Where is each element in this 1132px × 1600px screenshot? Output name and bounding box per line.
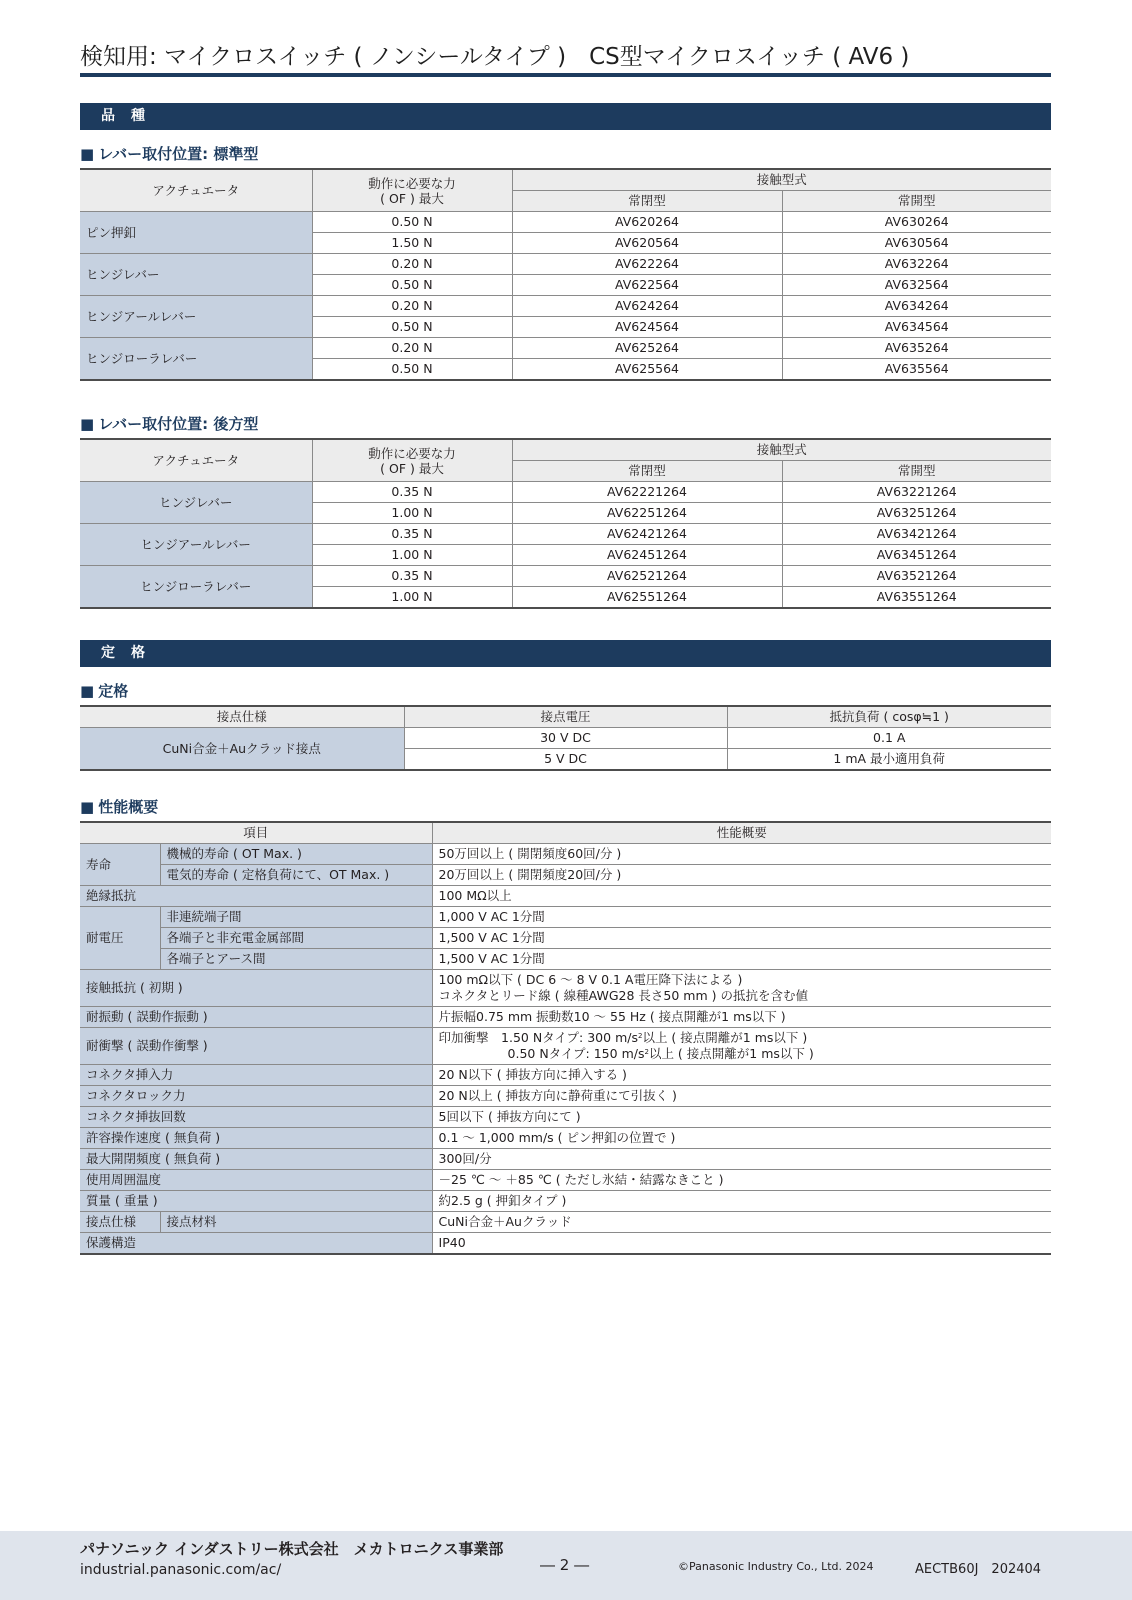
value-elec-life: 20万回以上 ( 開閉頻度20回/分 ) [432, 865, 1051, 886]
header-actuator: アクチュエータ [80, 439, 312, 482]
force-cell: 0.20 N [312, 338, 512, 359]
value-shock-line2 [439, 1046, 814, 1061]
row-label-max-freq: 最大開閉頻度 ( 無負荷 ) [80, 1149, 432, 1170]
subhead-standard [80, 144, 258, 164]
nc-part-cell: AV62551264 [512, 587, 782, 609]
nc-part-cell: AV62521264 [512, 566, 782, 587]
square-bullet-icon: ■ [80, 415, 95, 433]
value-ws1: 1,000 V AC 1分間 [432, 907, 1051, 928]
value-vibration: 片振幅0.75 mm 振動数10 ～ 55 Hz ( 接点開離が1 ms以下 ) [432, 1007, 1051, 1028]
no-part-cell: AV630564 [782, 233, 1051, 254]
nc-part-cell: AV62451264 [512, 545, 782, 566]
row-label-mass: 質量 ( 重量 ) [80, 1191, 432, 1212]
row-label-mech-life: 機械的寿命 ( OT Max. ) [160, 844, 432, 865]
subhead-performance-label: 性能概要 [98, 798, 159, 816]
force-cell: 1.00 N [312, 545, 512, 566]
actuator-cell: ヒンジローラレバー [80, 566, 312, 609]
shock-line2-pre: 0.50 Nタイプ: 150 m/s [507, 1046, 645, 1061]
row-label-temperature: 使用周囲温度 [80, 1170, 432, 1191]
shock-line1-pre: 印加衝撃 1.50 Nタイプ: 300 m/s [438, 1030, 638, 1045]
subhead-rear-label: レバー取付位置: 後方型 [98, 415, 259, 433]
header-force-line1: 動作に必要な力 [368, 445, 456, 461]
no-part-cell: AV630264 [782, 212, 1051, 233]
row-label-shock: 耐衝撃 ( 誤動作衝撃 ) [80, 1028, 432, 1065]
value-mass: 約2.5 g ( 押釦タイプ ) [432, 1191, 1051, 1212]
row-label-elec-life: 電気的寿命 ( 定格負荷にて、OT Max. ) [160, 865, 432, 886]
value-contact-resistance-line1: 100 mΩ以下 ( DC 6 ～ 8 V 0.1 A電圧降下法による ) [438, 972, 743, 987]
document-code: AECTB60J 202404 [915, 1562, 1042, 1577]
force-cell: 0.50 N [312, 359, 512, 381]
header-performance: 性能概要 [432, 822, 1051, 844]
header-contact-form: 接触型式 [512, 439, 1051, 461]
subhead-performance [80, 797, 158, 817]
force-cell: 0.35 N [312, 482, 512, 503]
voltage-cell: 5 V DC [404, 749, 727, 771]
nc-part-cell: AV62251264 [512, 503, 782, 524]
no-part-cell: AV632264 [782, 254, 1051, 275]
row-label-ws2: 各端子と非充電金属部間 [160, 928, 432, 949]
square-bullet-icon: ■ [80, 798, 95, 816]
square-bullet-icon: ■ [80, 682, 95, 700]
subhead-rear [80, 414, 258, 434]
value-op-speed: 0.1 ～ 1,000 mm/s ( ピン押釦の位置で ) [432, 1128, 1051, 1149]
subhead-rating-label: 定格 [98, 682, 129, 700]
performance-table [80, 821, 1051, 1255]
rear-type-table [80, 438, 1051, 609]
force-cell: 0.35 N [312, 566, 512, 587]
rating-table [80, 705, 1051, 771]
header-nc: 常閉型 [512, 461, 782, 482]
force-cell: 1.00 N [312, 503, 512, 524]
value-contact-resistance-line2: コネクタとリード線 ( 線種AWG28 長さ50 mm ) の抵抗を含む値 [438, 988, 808, 1003]
header-no: 常開型 [782, 191, 1051, 212]
section-bar-hinshu: 品 種 [80, 103, 1051, 130]
row-label-withstand: 耐電圧 [80, 907, 160, 970]
header-force [312, 169, 512, 212]
header-resistive-load: 抵抗負荷 ( cosφ≒1 ) [727, 706, 1051, 728]
value-lock-force: 20 N以上 ( 挿抜方向に静荷重にて引抜く ) [432, 1086, 1051, 1107]
header-no: 常開型 [782, 461, 1051, 482]
force-cell: 0.35 N [312, 524, 512, 545]
footer-company: パナソニック インダストリー株式会社 メカトロニクス事業部 [80, 1540, 504, 1558]
header-contact-form: 接触型式 [512, 169, 1051, 191]
no-part-cell: AV634564 [782, 317, 1051, 338]
value-insert-force: 20 N以下 ( 挿抜方向に挿入する ) [432, 1065, 1051, 1086]
shock-line2-post: 以上 ( 接点開離が1 ms以下 ) [648, 1046, 814, 1061]
nc-part-cell: AV625564 [512, 359, 782, 381]
no-part-cell: AV63421264 [782, 524, 1051, 545]
force-cell: 1.00 N [312, 587, 512, 609]
header-force-line2: ( OF ) 最大 [380, 460, 444, 476]
header-contact-voltage: 接点電圧 [404, 706, 727, 728]
value-protection: IP40 [432, 1233, 1051, 1255]
superscript-2: 2 [637, 1032, 643, 1040]
row-label-insert-count: コネクタ挿抜回数 [80, 1107, 432, 1128]
value-insert-count: 5回以下 ( 挿抜方向にて ) [432, 1107, 1051, 1128]
no-part-cell: AV63221264 [782, 482, 1051, 503]
row-label-insulation: 絶縁抵抗 [80, 886, 432, 907]
actuator-cell: ヒンジレバー [80, 254, 312, 296]
no-part-cell: AV63251264 [782, 503, 1051, 524]
header-actuator: アクチュエータ [80, 169, 312, 212]
value-shock [432, 1028, 1051, 1065]
nc-part-cell: AV62221264 [512, 482, 782, 503]
load-cell: 0.1 A [727, 728, 1051, 749]
force-cell: 0.50 N [312, 275, 512, 296]
header-force [312, 439, 512, 482]
nc-part-cell: AV625264 [512, 338, 782, 359]
shock-line1-post: 以上 ( 接点開離が1 ms以下 ) [642, 1030, 808, 1045]
value-ws3: 1,500 V AC 1分間 [432, 949, 1051, 970]
row-label-life: 寿命 [80, 844, 160, 886]
row-label-contact-material: 接点材料 [160, 1212, 432, 1233]
row-label-contact-spec: 接点仕様 [80, 1212, 160, 1233]
row-label-protection: 保護構造 [80, 1233, 432, 1255]
header-force-line2: ( OF ) 最大 [380, 190, 444, 206]
row-label-op-speed: 許容操作速度 ( 無負荷 ) [80, 1128, 432, 1149]
subhead-rating [80, 681, 128, 701]
row-label-lock-force: コネクタロック力 [80, 1086, 432, 1107]
no-part-cell: AV635564 [782, 359, 1051, 381]
no-part-cell: AV635264 [782, 338, 1051, 359]
nc-part-cell: AV620564 [512, 233, 782, 254]
no-part-cell: AV634264 [782, 296, 1051, 317]
contact-spec-cell: CuNi合金＋Auクラッド接点 [80, 728, 404, 771]
row-label-vibration: 耐振動 ( 誤動作振動 ) [80, 1007, 432, 1028]
value-insulation: 100 MΩ以上 [432, 886, 1051, 907]
actuator-cell: ピン押釦 [80, 212, 312, 254]
no-part-cell: AV63521264 [782, 566, 1051, 587]
value-mech-life: 50万回以上 ( 開閉頻度60回/分 ) [432, 844, 1051, 865]
actuator-cell: ヒンジアールレバー [80, 524, 312, 566]
nc-part-cell: AV62421264 [512, 524, 782, 545]
value-temperature: －25 ℃ ～ ＋85 ℃ ( ただし氷結・結露なきこと ) [432, 1170, 1051, 1191]
superscript-2: 2 [644, 1048, 649, 1056]
no-part-cell: AV63551264 [782, 587, 1051, 609]
page-title: 検知用: マイクロスイッチ ( ノンシールタイプ ) CS型マイクロスイッチ ( AV6 ) [80, 44, 910, 70]
section-bar-teikaku: 定 格 [80, 640, 1051, 667]
actuator-cell: ヒンジアールレバー [80, 296, 312, 338]
header-item: 項目 [80, 822, 432, 844]
square-bullet-icon: ■ [80, 145, 95, 163]
header-nc: 常閉型 [512, 191, 782, 212]
force-cell: 1.50 N [312, 233, 512, 254]
header-force-line1: 動作に必要な力 [368, 175, 456, 191]
header-contact-spec: 接点仕様 [80, 706, 404, 728]
value-contact-material: CuNi合金＋Auクラッド [432, 1212, 1051, 1233]
footer-copyright: ©Panasonic Industry Co., Ltd. 2024 [678, 1560, 874, 1573]
voltage-cell: 30 V DC [404, 728, 727, 749]
subhead-standard-label: レバー取付位置: 標準型 [98, 145, 259, 163]
standard-type-table [80, 168, 1051, 381]
nc-part-cell: AV620264 [512, 212, 782, 233]
actuator-cell: ヒンジレバー [80, 482, 312, 524]
value-contact-resistance [432, 970, 1051, 1007]
no-part-cell: AV632564 [782, 275, 1051, 296]
value-ws2: 1,500 V AC 1分間 [432, 928, 1051, 949]
nc-part-cell: AV624564 [512, 317, 782, 338]
title-rule [80, 73, 1051, 77]
row-label-insert-force: コネクタ挿入力 [80, 1065, 432, 1086]
load-cell: 1 mA 最小適用負荷 [727, 749, 1051, 771]
nc-part-cell: AV622564 [512, 275, 782, 296]
force-cell: 0.50 N [312, 317, 512, 338]
force-cell: 0.20 N [312, 254, 512, 275]
nc-part-cell: AV624264 [512, 296, 782, 317]
row-label-contact-resistance: 接触抵抗 ( 初期 ) [80, 970, 432, 1007]
nc-part-cell: AV622264 [512, 254, 782, 275]
row-label-ws3: 各端子とアース間 [160, 949, 432, 970]
actuator-cell: ヒンジローラレバー [80, 338, 312, 381]
force-cell: 0.20 N [312, 296, 512, 317]
footer-url[interactable]: industrial.panasonic.com/ac/ [80, 1562, 282, 1578]
force-cell: 0.50 N [312, 212, 512, 233]
no-part-cell: AV63451264 [782, 545, 1051, 566]
row-label-ws1: 非連続端子間 [160, 907, 432, 928]
page-number: ― 2 ― [540, 1556, 590, 1574]
value-max-freq: 300回/分 [432, 1149, 1051, 1170]
value-shock-line1 [439, 1030, 808, 1045]
